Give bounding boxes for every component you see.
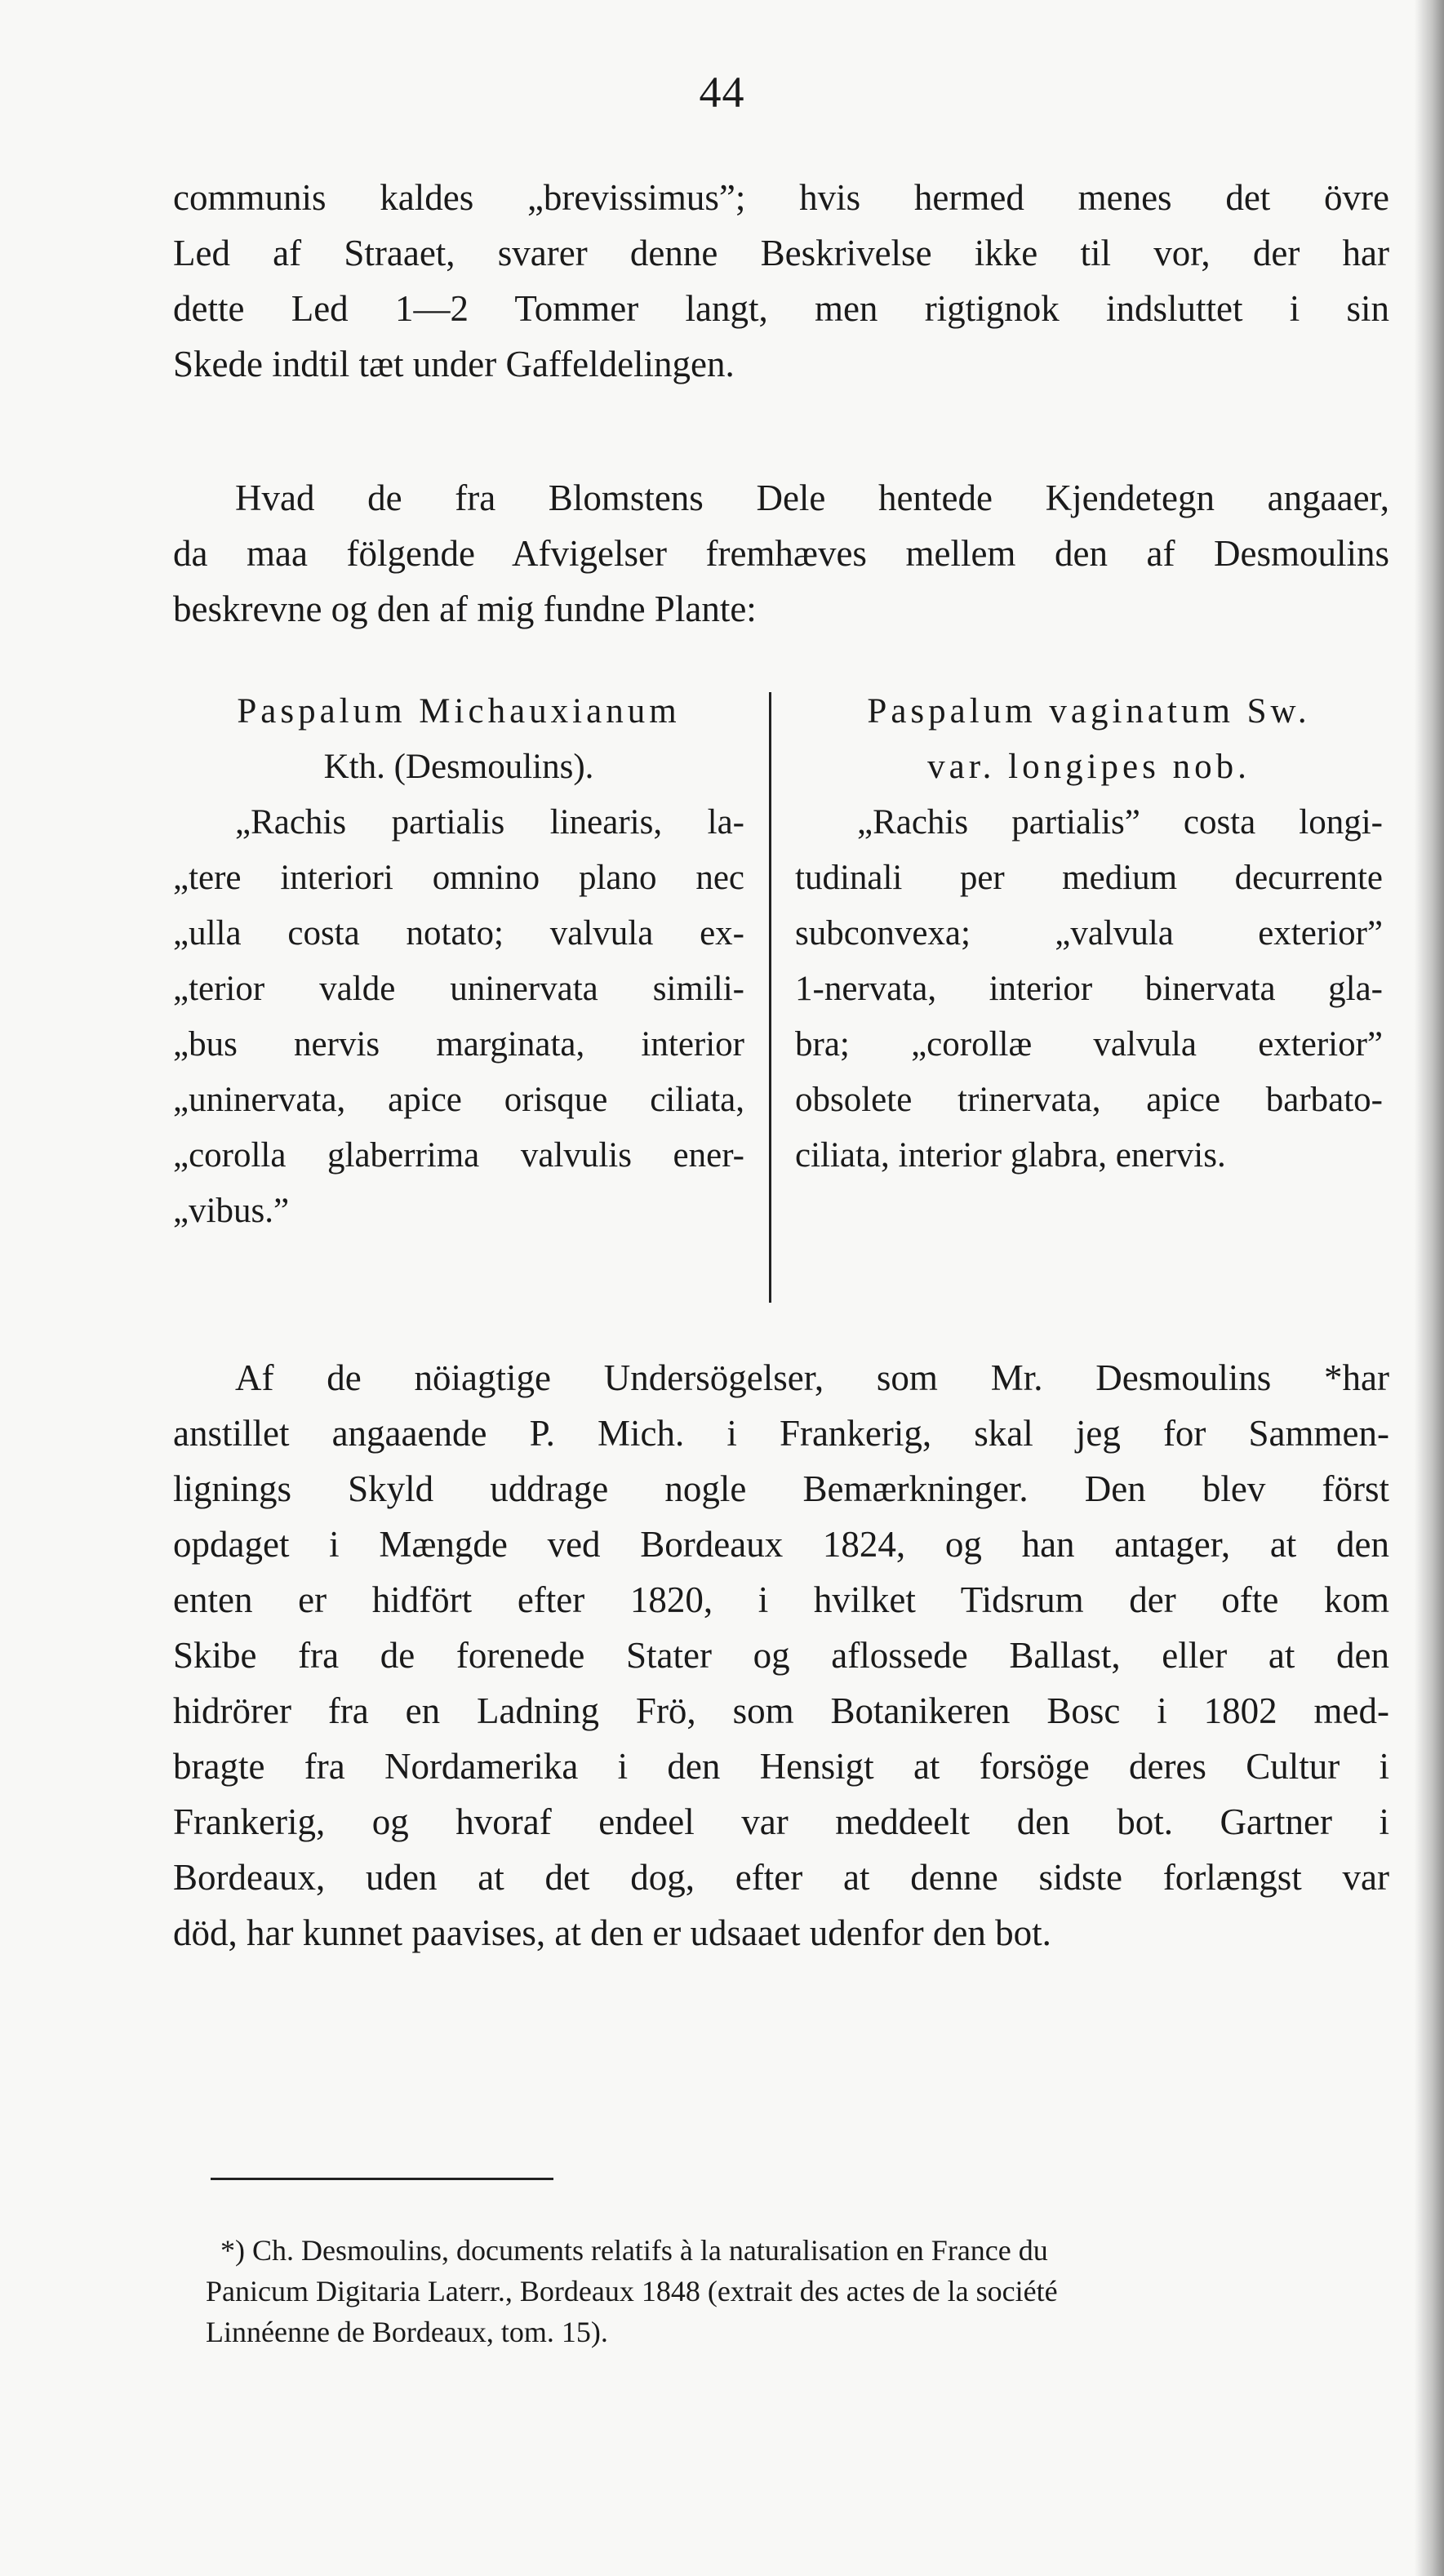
text-line: beskrevne og den af mig fundne Plante: bbox=[173, 588, 757, 629]
text-line: opdaget i Mængde ved Bordeaux 1824, og han antager, at den bbox=[173, 1524, 1389, 1565]
text-line: bragte fra Nordamerika i den Hensigt at forsöge deres Cultur i bbox=[173, 1746, 1389, 1787]
text-line: anstillet angaaende P. Mich. i Frankerig, skal jeg for Sammen- bbox=[173, 1413, 1389, 1454]
column-divider bbox=[769, 692, 771, 1303]
paragraph-1 bbox=[173, 170, 1389, 392]
column-subtitle: Kth. (Desmoulins). bbox=[323, 748, 594, 786]
column-line: „terior valde uninervata simili- bbox=[173, 970, 744, 1008]
column-line: „Rachis partialis” costa longi- bbox=[857, 803, 1383, 842]
footnote-line: Linnéenne de Bordeaux, tom. 15). bbox=[206, 2316, 608, 2348]
column-title: Paspalum vaginatum Sw. bbox=[867, 692, 1311, 731]
column-line: „Rachis partialis linearis, la- bbox=[235, 803, 744, 842]
footnote-line: *) Ch. Desmoulins, documents relatifs à la naturalisation en France du bbox=[220, 2234, 1048, 2267]
right-column-vaginatum bbox=[795, 684, 1383, 1184]
column-line: „uninervata, apice orisque ciliata, bbox=[173, 1081, 744, 1119]
page-number: 44 bbox=[699, 68, 745, 117]
column-line: „bus nervis marginata, interior bbox=[173, 1025, 744, 1064]
text-line: hidrörer fra en Ladning Frö, som Botanikeren Bosc i 1802 med- bbox=[173, 1690, 1389, 1731]
column-line: obsolete trinervata, apice barbato- bbox=[795, 1081, 1383, 1119]
text-line: död, har kunnet paavises, at den er udsaaet udenfor den bot. bbox=[173, 1912, 1051, 1953]
column-line: „vibus.” bbox=[173, 1192, 290, 1230]
column-line: ciliata, interior glabra, enervis. bbox=[795, 1136, 1226, 1175]
column-line: subconvexa; „valvula exterior” bbox=[795, 914, 1383, 953]
text-line: Led af Straaet, svarer denne Beskrivelse ikke til vor, der har bbox=[173, 233, 1389, 273]
column-line: „corolla glaberrima valvulis ener- bbox=[173, 1136, 744, 1175]
paragraph-2 bbox=[173, 470, 1389, 637]
footnote-rule bbox=[211, 2178, 553, 2180]
footnote-line: Panicum Digitaria Laterr., Bordeaux 1848 (extrait des actes de la société bbox=[206, 2275, 1058, 2307]
column-line: bra; „corollæ valvula exterior” bbox=[795, 1025, 1383, 1064]
footnote bbox=[206, 2230, 1381, 2352]
text-line: dette Led 1—2 Tommer langt, men rigtignok indsluttet i sin bbox=[173, 288, 1389, 329]
binding-shadow bbox=[1415, 0, 1444, 2576]
text-line: Af de nöiagtige Undersögelser, som Mr. Desmoulins *har bbox=[235, 1357, 1389, 1398]
text-line: da maa fölgende Afvigelser fremhæves mellem den af Desmoulins bbox=[173, 533, 1389, 574]
column-subtitle: var. longipes nob. bbox=[927, 748, 1251, 786]
column-line: „ulla costa notato; valvula ex- bbox=[173, 914, 744, 953]
text-line: Skede indtil tæt under Gaffeldelingen. bbox=[173, 344, 735, 384]
paragraph-3 bbox=[173, 1350, 1389, 1961]
text-line: communis kaldes „brevissimus”; hvis hermed menes det övre bbox=[173, 177, 1389, 218]
text-line: lignings Skyld uddrage nogle Bemærkninger. Den blev först bbox=[173, 1468, 1389, 1509]
text-line: Skibe fra de forenede Stater og aflossede Ballast, eller at den bbox=[173, 1635, 1389, 1676]
text-line: Bordeaux, uden at det dog, efter at denne sidste forlængst var bbox=[173, 1857, 1389, 1898]
column-line: „tere interiori omnino plano nec bbox=[173, 859, 744, 897]
text-line: Frankerig, og hvoraf endeel var meddeelt den bot. Gartner i bbox=[173, 1801, 1389, 1842]
left-column-michauxianum bbox=[173, 684, 744, 1239]
column-title: Paspalum Michauxianum bbox=[237, 692, 681, 731]
column-line: 1-nervata, interior binervata gla- bbox=[795, 970, 1383, 1008]
column-line: tudinali per medium decurrente bbox=[795, 859, 1383, 897]
text-line: Hvad de fra Blomstens Dele hentede Kjendetegn angaaer, bbox=[235, 477, 1389, 518]
text-line: enten er hidfört efter 1820, i hvilket Tidsrum der ofte kom bbox=[173, 1579, 1389, 1620]
